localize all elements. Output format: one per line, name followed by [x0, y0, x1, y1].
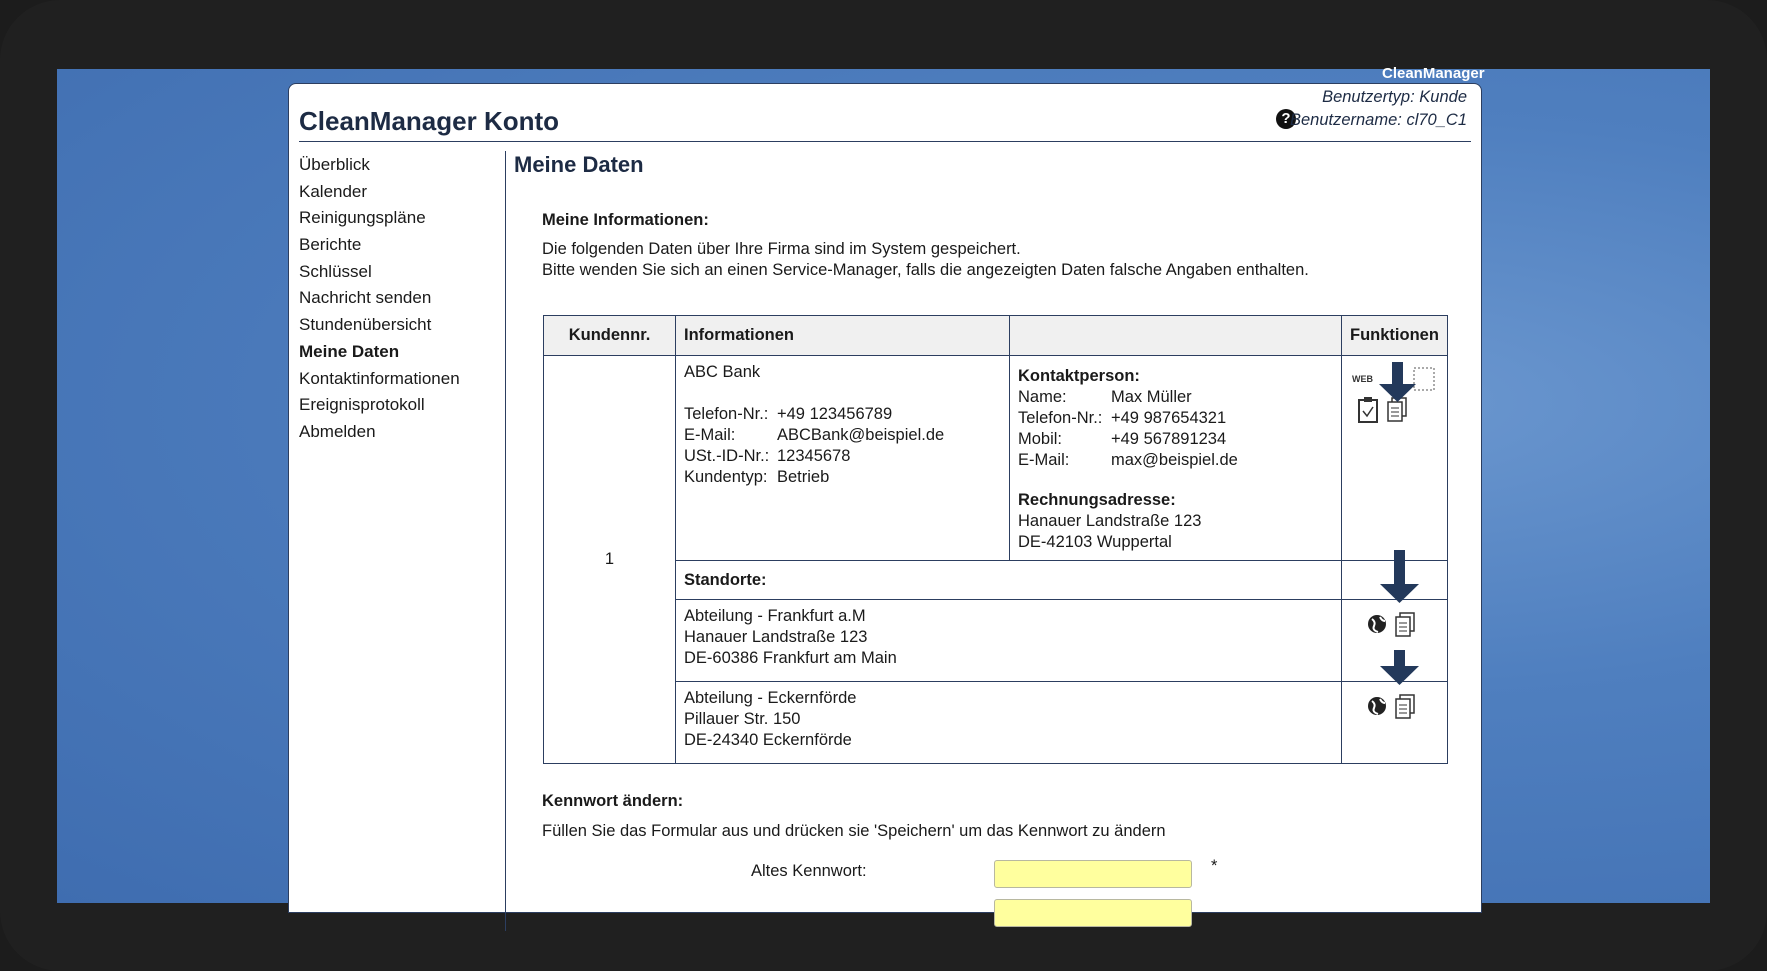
customer-table — [543, 315, 1448, 764]
location-row — [676, 600, 1342, 682]
field-value: +49 567891234 — [1111, 430, 1227, 448]
question-circle-icon[interactable]: ? — [1276, 109, 1296, 129]
sidebar — [299, 152, 460, 446]
location-line: Pillauer Str. 150 — [684, 710, 801, 728]
field-value: +49 987654321 — [1111, 409, 1227, 427]
location-row — [676, 682, 1342, 764]
col-blank — [1010, 316, 1342, 356]
web-qr-label: WEB — [1352, 374, 1373, 384]
new-password-input[interactable] — [994, 899, 1192, 927]
contact-heading: Kontaktperson: — [1018, 367, 1140, 385]
old-password-label: Altes Kennwort: — [751, 862, 867, 880]
sidebar-item-kontaktinformationen[interactable]: Kontaktinformationen — [299, 368, 460, 388]
document-copy-icon[interactable] — [1396, 695, 1414, 718]
globe-icon[interactable] — [1368, 697, 1386, 715]
billing-line: DE-42103 Wuppertal — [1018, 533, 1172, 551]
col-funktionen: Funktionen — [1342, 316, 1448, 356]
clipboard-check-icon[interactable] — [1359, 397, 1377, 422]
user-name: Benutzername: cl70_C1 — [1289, 111, 1467, 129]
field-value: Max Müller — [1111, 388, 1192, 406]
field-label: USt.-ID-Nr.: — [684, 447, 770, 465]
billing-heading: Rechnungsadresse: — [1018, 491, 1176, 509]
col-informationen: Informationen — [676, 316, 1010, 356]
location-line: Abteilung - Eckernförde — [684, 689, 857, 707]
location-line: Abteilung - Frankfurt a.M — [684, 607, 866, 625]
company-info — [676, 356, 1010, 561]
field-value: +49 123456789 — [777, 405, 893, 423]
location-functions — [1342, 682, 1448, 764]
sidebar-item-schluessel[interactable]: Schlüssel — [299, 261, 372, 281]
sidebar-item-meine-daten[interactable]: Meine Daten — [299, 341, 400, 361]
page-title: CleanManager Konto — [299, 106, 560, 136]
sidebar-item-stundenuebersicht[interactable]: Stundenübersicht — [299, 315, 432, 335]
sidebar-divider — [505, 151, 506, 931]
company-name: ABC Bank — [684, 363, 761, 381]
qr-code-icon[interactable] — [1414, 368, 1434, 390]
field-value: ABCBank@beispiel.de — [777, 426, 945, 444]
field-value: max@beispiel.de — [1111, 451, 1238, 469]
section-title: Meine Daten — [514, 152, 644, 177]
location-line: DE-24340 Eckernförde — [684, 731, 852, 749]
arrow-down-icon — [1380, 550, 1419, 603]
sidebar-item-kalender[interactable]: Kalender — [299, 181, 368, 201]
password-desc: Füllen Sie das Formular aus und drücken sie 'Speichern' um das Kennwort zu ändern — [542, 822, 1166, 840]
sidebar-item-nachricht-senden[interactable]: Nachricht senden — [299, 288, 432, 308]
field-value: Betrieb — [777, 468, 830, 486]
required-marker: * — [1211, 857, 1218, 875]
location-line: Hanauer Landstraße 123 — [684, 628, 868, 646]
info-heading: Meine Informationen: — [542, 211, 709, 229]
field-label: E-Mail: — [1018, 451, 1070, 469]
password-heading: Kennwort ändern: — [542, 792, 684, 810]
billing-line: Hanauer Landstraße 123 — [1018, 512, 1202, 530]
contact-info — [1010, 356, 1342, 561]
field-label: Telefon-Nr.: — [1018, 409, 1103, 427]
locations-heading: Standorte: — [676, 561, 1342, 600]
field-label: E-Mail: — [684, 426, 736, 444]
old-password-input[interactable] — [994, 860, 1192, 888]
account-panel — [288, 83, 1482, 913]
arrow-down-icon — [1380, 650, 1419, 685]
field-value: 12345678 — [777, 447, 851, 465]
sidebar-item-berichte[interactable]: Berichte — [299, 235, 362, 255]
field-label: Telefon-Nr.: — [684, 405, 769, 423]
info-line-2: Bitte wenden Sie sich an einen Service-Manager, falls die angezeigten Daten falsche Angaben enthalten. — [542, 261, 1309, 279]
sidebar-item-reinigungsplaene[interactable]: Reinigungspläne — [299, 208, 426, 228]
sidebar-item-ueberblick[interactable]: Überblick — [299, 155, 370, 174]
info-line-1: Die folgenden Daten über Ihre Firma sind im System gespeichert. — [542, 240, 1021, 258]
arrow-down-icon — [1379, 362, 1416, 402]
customer-number: 1 — [544, 356, 676, 764]
field-label: Name: — [1018, 388, 1067, 406]
field-label: Kundentyp: — [684, 468, 768, 486]
header-divider — [299, 141, 1471, 142]
customer-functions — [1342, 356, 1448, 561]
sidebar-item-ereignisprotokoll[interactable]: Ereignisprotokoll — [299, 395, 425, 415]
brand-label: CleanManager — [1382, 65, 1485, 82]
location-line: DE-60386 Frankfurt am Main — [684, 649, 897, 667]
field-label: Mobil: — [1018, 430, 1063, 448]
user-type: Benutzertyp: Kunde — [1322, 88, 1467, 106]
col-kundennr: Kundennr. — [544, 316, 676, 356]
sidebar-item-abmelden[interactable]: Abmelden — [299, 421, 376, 441]
